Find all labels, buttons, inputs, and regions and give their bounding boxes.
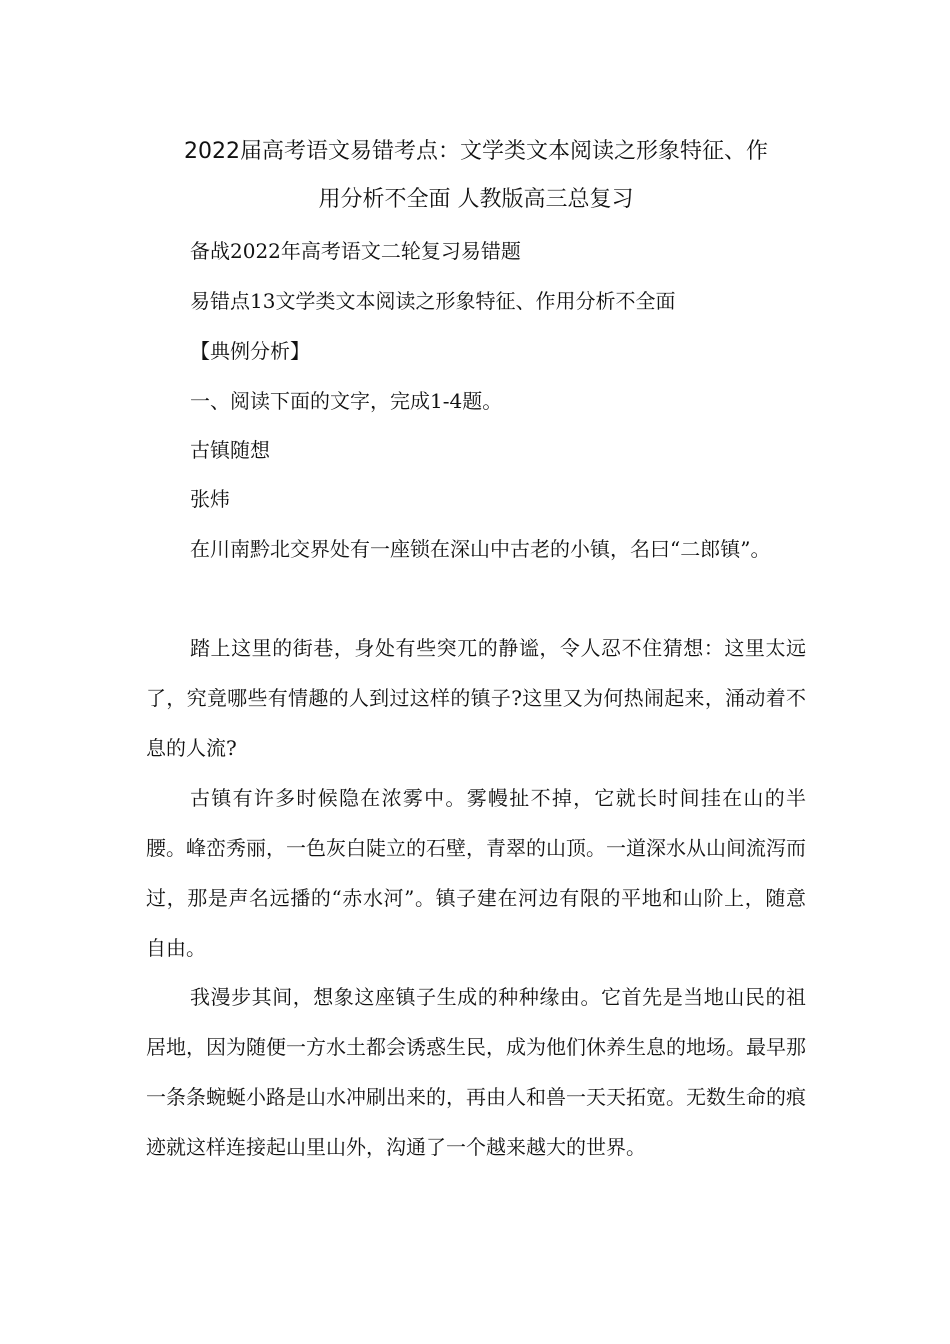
section-title: 易错点13文学类文本阅读之形象特征、作用分析不全面 (190, 289, 676, 313)
subtitle: 备战2022年高考语文二轮复习易错题 (190, 239, 521, 263)
paragraph-4: 我漫步其间，想象这座镇子生成的种种缘由。它首先是当地山民的祖居地，因为随便一方水土都会诱惑生民，成为他们休养生息的地场。最早那一条条蜿蜒小路是山水冲刷出来的，再由人和兽一天天拓宽。无数生命的痕迹就这样连接起山里山外，沟通了一个越来越大的世界。 (146, 985, 806, 1159)
paragraph-3: 古镇有许多时候隐在浓雾中。雾幔扯不掉，它就长时间挂在山的半腰。峰峦秀丽，一色灰白陡立的石壁，青翠的山顶。一道深水从山间流泻而过，那是声名远播的“赤水河”。镇子建在河边有限的平地和山阶上，随意自由。 (146, 786, 806, 960)
document-title-line-1: 2022届高考语文易错考点：文学类文本阅读之形象特征、作 (184, 139, 768, 164)
article-title: 古镇随想 (190, 438, 270, 462)
instruction: 一、阅读下面的文字，完成1-4题。 (190, 389, 503, 413)
section-heading: 【典例分析】 (190, 339, 310, 363)
document-title-line-2: 用分析不全面 人教版高三总复习 (318, 187, 634, 212)
author: 张炜 (190, 487, 230, 511)
paragraph-1: 在川南黔北交界处有一座锁在深山中古老的小镇，名曰“二郎镇”。 (190, 537, 771, 561)
paragraph-2: 踏上这里的街巷，身处有些突兀的静谧，令人忍不住猜想：这里太远了，究竟哪些有情趣的人到过这样的镇子?这里又为何热闹起来，涌动着不息的人流? (146, 636, 806, 760)
